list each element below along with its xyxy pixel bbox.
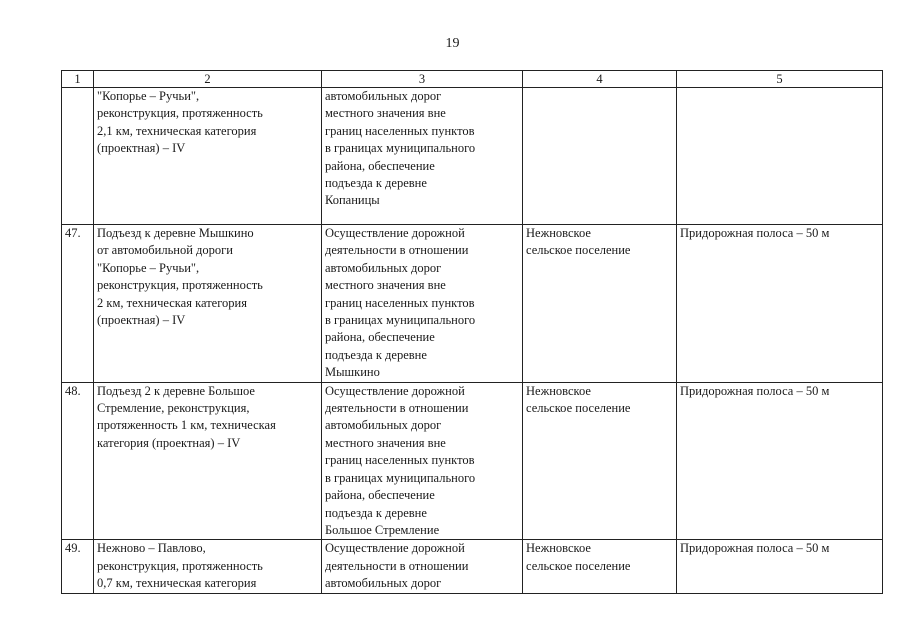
object-description-cell: Подъезд 2 к деревне Большое Стремление, реконструкция, протяженность 1 км, техническая категория (проектная) – IV [94, 382, 322, 540]
column-header: 5 [677, 71, 883, 88]
column-header: 3 [322, 71, 523, 88]
table-row [62, 225, 883, 383]
object-description-cell: Подъезд к деревне Мышкино от автомобильной дороги "Копорье – Ручьи", реконструкция, протяженность 2 км, техническая категория (проектная) – IV [94, 225, 322, 383]
row-number-cell [62, 88, 94, 225]
table-row [62, 88, 883, 225]
row-number-cell: 48. [62, 382, 94, 540]
location-cell: Нежновское сельское поселение [523, 225, 677, 383]
purpose-cell: Осуществление дорожной деятельности в отношении автомобильных дорог местного значения вне границ населенных пунктов в границах муниципального района, обеспечение подъезда к деревне Мышкино [322, 225, 523, 383]
zone-cell: Придорожная полоса – 50 м [677, 382, 883, 540]
purpose-cell: автомобильных дорог местного значения вне границ населенных пунктов в границах муниципального района, обеспечение подъезда к деревне Копаницы [322, 88, 523, 225]
table-row [62, 382, 883, 540]
column-header: 2 [94, 71, 322, 88]
table-row [62, 540, 883, 594]
zone-cell: Придорожная полоса – 50 м [677, 225, 883, 383]
row-number-cell: 49. [62, 540, 94, 594]
location-cell [523, 88, 677, 225]
zone-cell [677, 88, 883, 225]
column-header: 4 [523, 71, 677, 88]
object-description-cell: Нежново – Павлово, реконструкция, протяженность 0,7 км, техническая категория [94, 540, 322, 594]
location-cell: Нежновское сельское поселение [523, 540, 677, 594]
purpose-cell: Осуществление дорожной деятельности в отношении автомобильных дорог местного значения вне границ населенных пунктов в границах муниципального района, обеспечение подъезда к деревне Большое Стремление [322, 382, 523, 540]
object-description-cell: "Копорье – Ручьи", реконструкция, протяженность 2,1 км, техническая категория (проектная) – IV [94, 88, 322, 225]
purpose-cell: Осуществление дорожной деятельности в отношении автомобильных дорог [322, 540, 523, 594]
column-header: 1 [62, 71, 94, 88]
row-number-cell: 47. [62, 225, 94, 383]
objects-table [61, 70, 883, 594]
page-number: 19 [445, 36, 460, 51]
zone-cell: Придорожная полоса – 50 м [677, 540, 883, 594]
location-cell: Нежновское сельское поселение [523, 382, 677, 540]
column-number-row [62, 71, 883, 88]
